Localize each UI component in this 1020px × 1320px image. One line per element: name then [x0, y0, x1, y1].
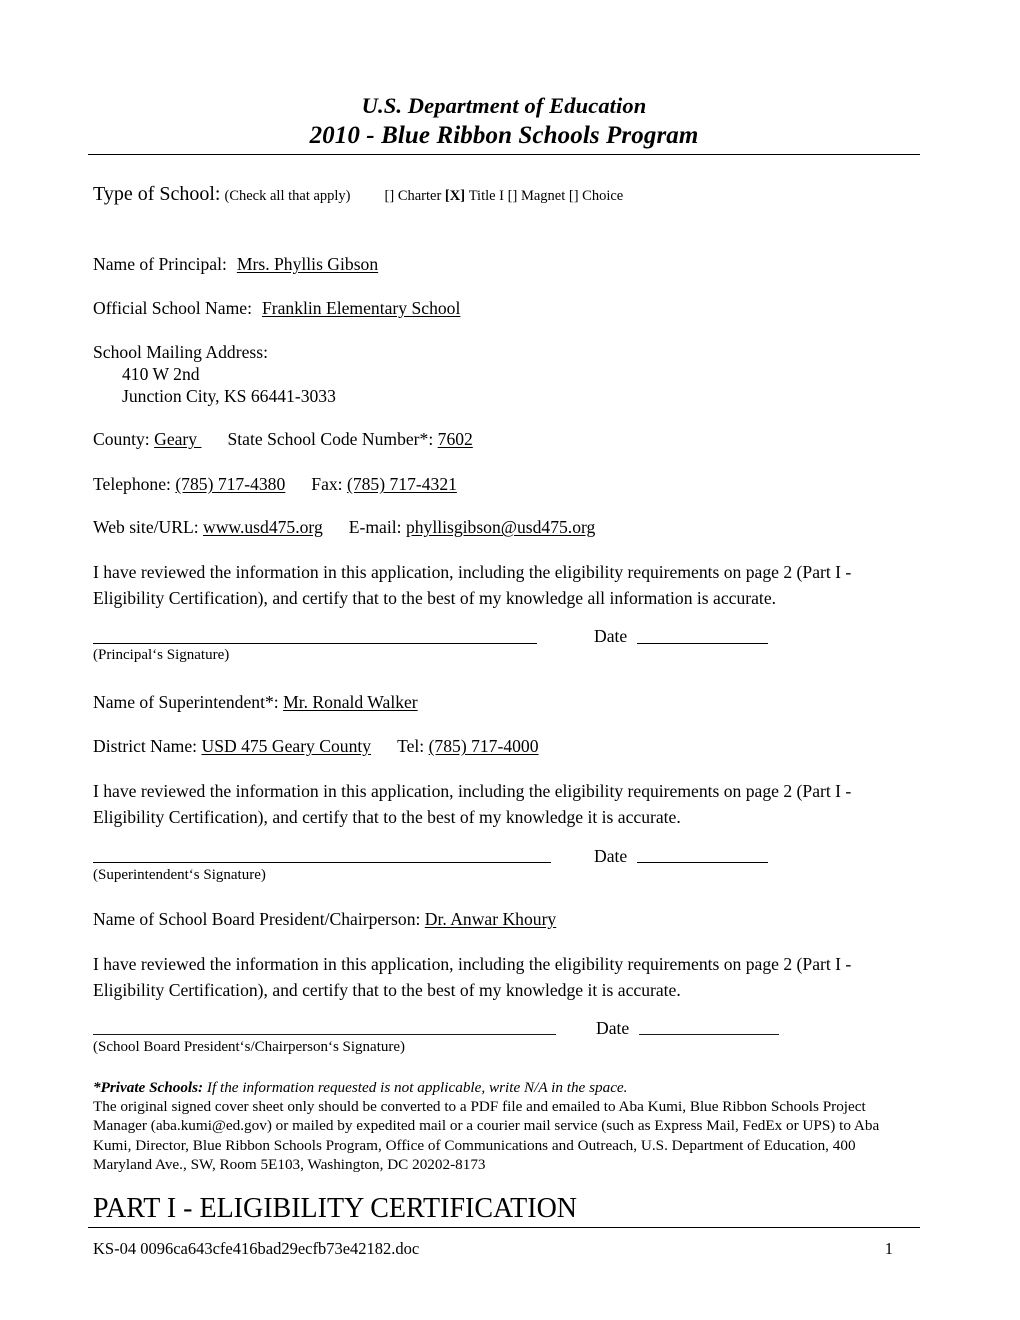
board-certification-paragraph: I have reviewed the information in this application, including the eligibility requirements on page 2 (Part I - Eligibility Certification), and certify that to the best of my knowledge it is accurate. — [93, 954, 852, 1000]
superintendent-name-row — [93, 691, 418, 713]
state-school-code-value: 7602 — [437, 429, 473, 449]
checkbox-title-i[interactable]: [X] — [444, 188, 466, 204]
principal-signature-caption: (Principal‘s Signature) — [93, 647, 230, 663]
website-link[interactable]: www.usd475.org — [203, 517, 323, 537]
footer-page-number: 1 — [884, 1239, 893, 1258]
submission-instructions: The original signed cover sheet only should be converted to a PDF file and emailed to Aba Kumi, Blue Ribbon Schools Project Manager (aba.kumi@ed.gov) or mailed by expedited mail or a courier mail service (such as Express Mail, FedEx or UPS) to Aba Kumi, Director, Blue Ribbon Schools Program, Office of Communications and Outreach, U.S. Department of Education, 400 Maryland Ave., SW, Room 5E103, Washington, DC 20202-8173 — [93, 1098, 880, 1173]
fax-value: (785) 717-4321 — [346, 474, 457, 494]
superintendent-date-label: Date — [594, 846, 628, 866]
type-of-school-options — [385, 188, 624, 204]
board-date-label: Date — [596, 1018, 630, 1038]
mailing-address-label: School Mailing Address: — [93, 342, 268, 362]
official-school-name-value: Franklin Elementary School — [261, 298, 461, 318]
header-divider — [88, 154, 920, 155]
checkbox-charter-label: Charter — [397, 188, 442, 204]
board-president-row — [93, 908, 556, 930]
district-name-label: District Name: — [93, 736, 198, 756]
principal-certification-paragraph: I have reviewed the information in this application, including the eligibility requirements on page 2 (Part I - Eligibility Certification), and certify that to the best of my knowledge all information is accurate. — [93, 562, 852, 608]
email-label: E-mail: — [348, 517, 402, 537]
footer-divider — [88, 1227, 920, 1228]
superintendent-certification-paragraph: I have reviewed the information in this application, including the eligibility requirements on page 2 (Part I - Eligibility Certification), and certify that to the best of my knowledge it is accurate. — [93, 781, 852, 827]
official-school-name-label: Official School Name: — [93, 298, 252, 318]
header-agency-title: U.S. Department of Education — [361, 93, 647, 118]
checkbox-choice[interactable]: [] — [568, 188, 579, 204]
superintendent-name-value: Mr. Ronald Walker — [283, 692, 418, 712]
board-signature-caption: (School Board President‘s/Chairperson‘s Signature) — [93, 1039, 406, 1055]
checkbox-charter[interactable]: [] — [384, 188, 395, 204]
principal-name-row — [93, 253, 378, 275]
private-schools-note: If the information requested is not applicable, write N/A in the space. — [203, 1079, 628, 1096]
board-president-value: Dr. Anwar Khoury — [424, 909, 557, 929]
principal-signature-line[interactable] — [93, 643, 537, 644]
official-school-name-row — [93, 297, 460, 319]
county-label: County: — [93, 429, 150, 449]
county-and-code-row — [93, 428, 473, 450]
board-signature-line[interactable] — [93, 1034, 556, 1035]
header-program-title: 2010 - Blue Ribbon Schools Program — [309, 122, 699, 149]
principal-name-label: Name of Principal: — [93, 254, 227, 274]
mailing-address-line1: 410 W 2nd — [122, 364, 200, 384]
type-of-school-hint: (Check all that apply) — [224, 188, 351, 204]
footer-filename: KS-04 0096ca643cfe416bad29ecfb73e42182.doc — [93, 1239, 420, 1258]
document-header — [88, 92, 920, 151]
website-email-row — [93, 516, 595, 538]
email-link[interactable]: phyllisgibson@usd475.org — [405, 517, 596, 537]
footnote-block — [93, 1078, 883, 1174]
telephone-value: (785) 717-4380 — [175, 474, 286, 494]
checkbox-magnet[interactable]: [] — [507, 188, 518, 204]
superintendent-name-label: Name of Superintendent*: — [93, 692, 279, 712]
county-value: Geary — [154, 429, 202, 449]
board-president-label: Name of School Board President/Chairperson: — [93, 909, 421, 929]
principal-date-line[interactable] — [637, 643, 768, 644]
mailing-address-line2: Junction City, KS 66441-3033 — [122, 386, 336, 406]
district-tel-value: (785) 717-4000 — [428, 736, 539, 756]
type-of-school-label: Type of School: — [93, 183, 221, 205]
part-one-heading: PART I - ELIGIBILITY CERTIFICATION — [93, 1193, 578, 1224]
superintendent-signature-line[interactable] — [93, 862, 551, 863]
principal-name-value: Mrs. Phyllis Gibson — [236, 254, 379, 274]
board-date-line[interactable] — [639, 1034, 779, 1035]
telephone-fax-row — [93, 473, 457, 495]
superintendent-signature-caption: (Superintendent‘s Signature) — [93, 867, 266, 883]
telephone-label: Telephone: — [93, 474, 171, 494]
district-tel-label: Tel: — [397, 736, 425, 756]
district-name-value: USD 475 Geary County — [201, 736, 372, 756]
private-schools-marker: *Private Schools: — [93, 1079, 204, 1096]
checkbox-magnet-label: Magnet — [520, 188, 566, 204]
checkbox-choice-label: Choice — [582, 188, 624, 204]
fax-label: Fax: — [311, 474, 343, 494]
type-of-school-row — [93, 182, 623, 206]
principal-date-label: Date — [594, 626, 628, 646]
district-row — [93, 735, 539, 757]
website-label: Web site/URL: — [93, 517, 199, 537]
checkbox-title-i-label: Title I — [468, 188, 505, 204]
superintendent-date-line[interactable] — [637, 862, 768, 863]
state-school-code-label: State School Code Number*: — [227, 429, 434, 449]
